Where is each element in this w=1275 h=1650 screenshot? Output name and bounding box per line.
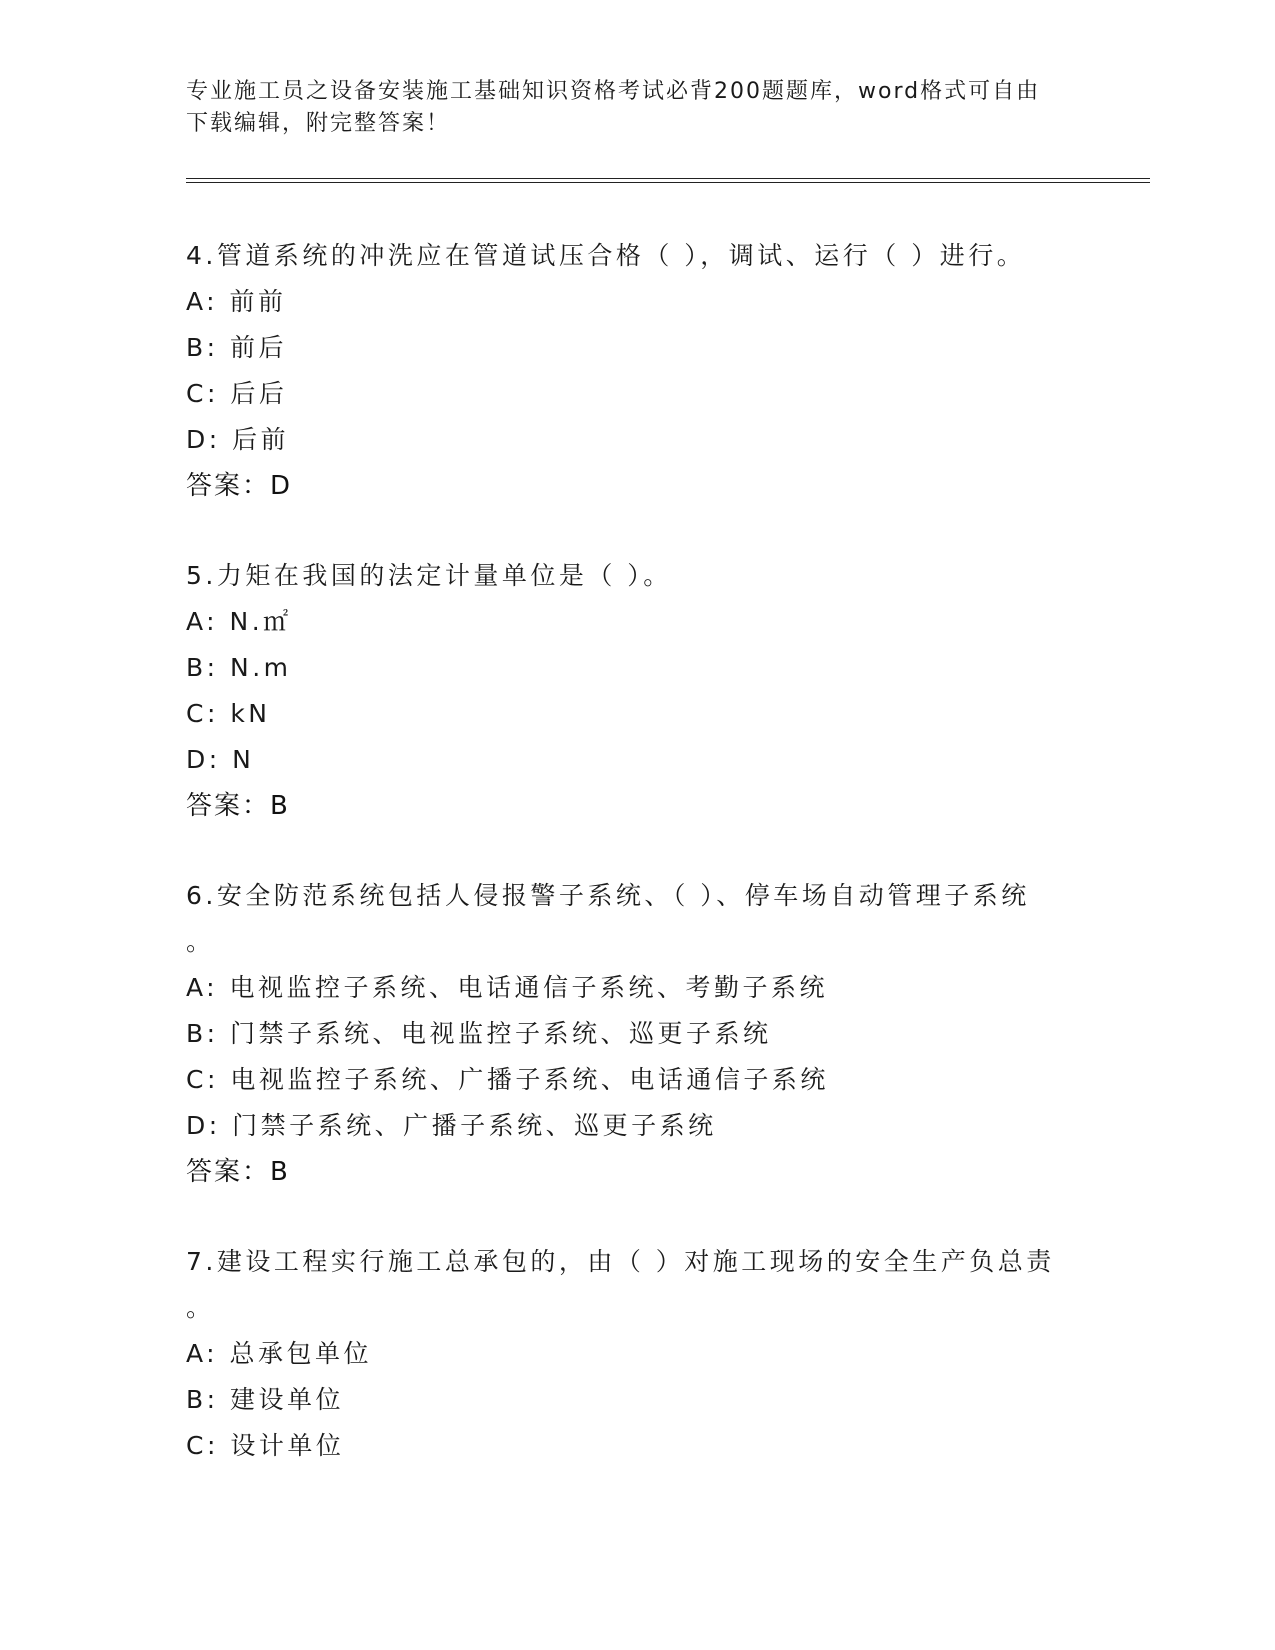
header-double-rule — [186, 178, 1150, 183]
question-stem: 6.安全防范系统包括人侵报警子系统、（ ）、停车场自动管理子系统 。 — [186, 881, 1030, 956]
header-line-1: 专业施工员之设备安装施工基础知识资格考试必背200题题库，word格式可自由 — [186, 79, 1041, 104]
answer-label: 答案： — [186, 471, 271, 501]
header-line-2: 下载编辑，附完整答案！ — [186, 111, 451, 136]
answer-label: 答案： — [186, 1157, 271, 1187]
answer-line — [186, 463, 1086, 509]
answer-line — [186, 783, 1086, 829]
answer-value: B — [270, 791, 290, 821]
option-c: C: 设计单位 — [186, 1431, 345, 1460]
question-stem: 7.建设工程实行施工总承包的，由（ ）对施工现场的安全生产负总责 。 — [186, 1247, 1055, 1322]
question-4 — [186, 233, 1086, 509]
answer-value: D — [270, 471, 293, 501]
question-stem: 4.管道系统的冲洗应在管道试压合格（ ），调试、运行（ ）进行。 — [186, 241, 1026, 270]
option-a: A: 电视监控子系统、电话通信子系统、考勤子系统 — [186, 973, 829, 1002]
option-a: A: 前前 — [186, 287, 287, 316]
answer-value: B — [270, 1157, 290, 1187]
question-list — [186, 233, 1086, 1513]
answer-label: 答案： — [186, 791, 271, 821]
option-d: D: N — [186, 745, 255, 774]
option-a: A: 总承包单位 — [186, 1339, 373, 1368]
option-c: C: kN — [186, 699, 271, 728]
question-5 — [186, 553, 1086, 829]
option-a: A: N.㎡ — [186, 607, 292, 636]
option-b: B: N.m — [186, 653, 292, 682]
question-6 — [186, 873, 1086, 1195]
option-c: C: 电视监控子系统、广播子系统、电话通信子系统 — [186, 1065, 829, 1094]
option-c: C: 后后 — [186, 379, 288, 408]
option-b: B: 前后 — [186, 333, 288, 362]
question-7 — [186, 1239, 1086, 1469]
document-header — [186, 76, 1086, 140]
option-b: B: 门禁子系统、电视监控子系统、巡更子系统 — [186, 1019, 772, 1048]
option-b: B: 建设单位 — [186, 1385, 345, 1414]
question-stem: 5.力矩在我国的法定计量单位是（ ）。 — [186, 561, 672, 590]
answer-line — [186, 1149, 1086, 1195]
option-d: D: 门禁子系统、广播子系统、巡更子系统 — [186, 1111, 717, 1140]
option-d: D: 后前 — [186, 425, 290, 454]
